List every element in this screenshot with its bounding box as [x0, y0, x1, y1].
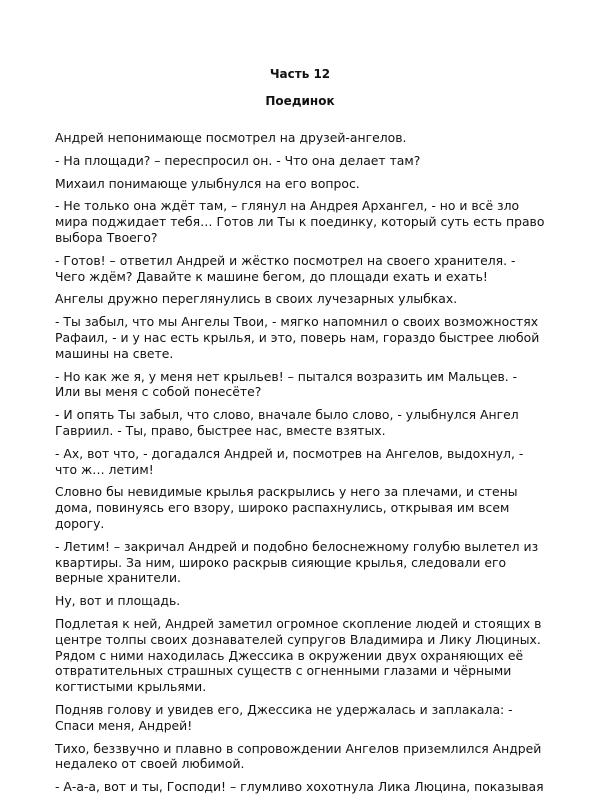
paragraph: Михаил понимающе улыбнулся на его вопрос.: [55, 175, 360, 191]
paragraph: Андрей непонимающе посмотрел на друзей-ангелов.: [55, 130, 407, 145]
paragraph: Ну, вот и площадь.: [55, 593, 181, 609]
paragraph: Подняв голову и увидев его, Джессика не удержалась и заплакала: - Спаси меня, Андрей!: [55, 701, 513, 733]
paragraph: - На площади? – переспросил он. - Что она делает там?: [55, 152, 421, 168]
paragraph: - Не только она ждёт там, – глянул на Андрея Архангел, - но и всё зло мира поджидает тебя… Готов ли Ты к поединку, который суть есть право выбора Твоего?: [55, 198, 545, 245]
paragraph: - А-а-а, вот и ты, Господи! – глумливо хохотнула Лика Люцина, показывая: [55, 779, 544, 795]
chapter-title: Поединок: [265, 94, 335, 108]
chapter-number: Часть 12: [269, 67, 331, 81]
paragraph: - Летим! – закричал Андрей и подобно белоснежному голубю вылетел из квартиры. За ним, широко раскрыв сияющие крылья, следовали его верные хранители.: [55, 538, 539, 586]
paragraph: - Но как же я, у меня нет крыльев! – пытался возразить им Мальцев. - Или вы меня с собой понесёте?: [55, 368, 518, 400]
paragraph: - Готов! – ответил Андрей и жёстко посмотрел на своего хранителя. - Чего ждём? Давайте к машине бегом, до площади ехать и ехать!: [55, 252, 516, 284]
paragraph: Тихо, беззвучно и плавно в сопровождении Ангелов приземлился Андрей недалеко от своей любимой.: [55, 740, 542, 772]
paragraph: Подлетая к ней, Андрей заметил огромное скопление людей и стоящих в центре толпы своих дознавателей супругов Владимира и Лику Люциных. Рядом с ними находилась Джессика в окружении двух охраняющих её отвратительных страшных существ с огненными глазами и чёрными когтистыми крыльями.: [55, 615, 542, 695]
paragraph: Ангелы дружно переглянулись в своих лучезарных улыбках.: [55, 291, 458, 307]
chapter-body: [55, 130, 545, 802]
paragraph: Словно бы невидимые крылья раскрылись у него за плечами, и стены дома, повинуясь его взору, широко распахнулись, открывая им всем дорогу.: [55, 484, 518, 531]
paragraph: - И опять Ты забыл, что слово, вначале было слово, - улыбнулся Ангел Гавриил. - Ты, право, быстрее нас, вместе взятых.: [55, 407, 519, 438]
paragraph: - Ах, вот что, - догадался Андрей и, посмотрев на Ангелов, выдохнул, - что ж… летим!: [55, 445, 524, 477]
paragraph: - Ты забыл, что мы Ангелы Твои, - мягко напомнил о своих возможностях Рафаил, - и у нас есть крылья, и это, поверь нам, гораздо быстрее любой машины на свете.: [55, 314, 540, 361]
